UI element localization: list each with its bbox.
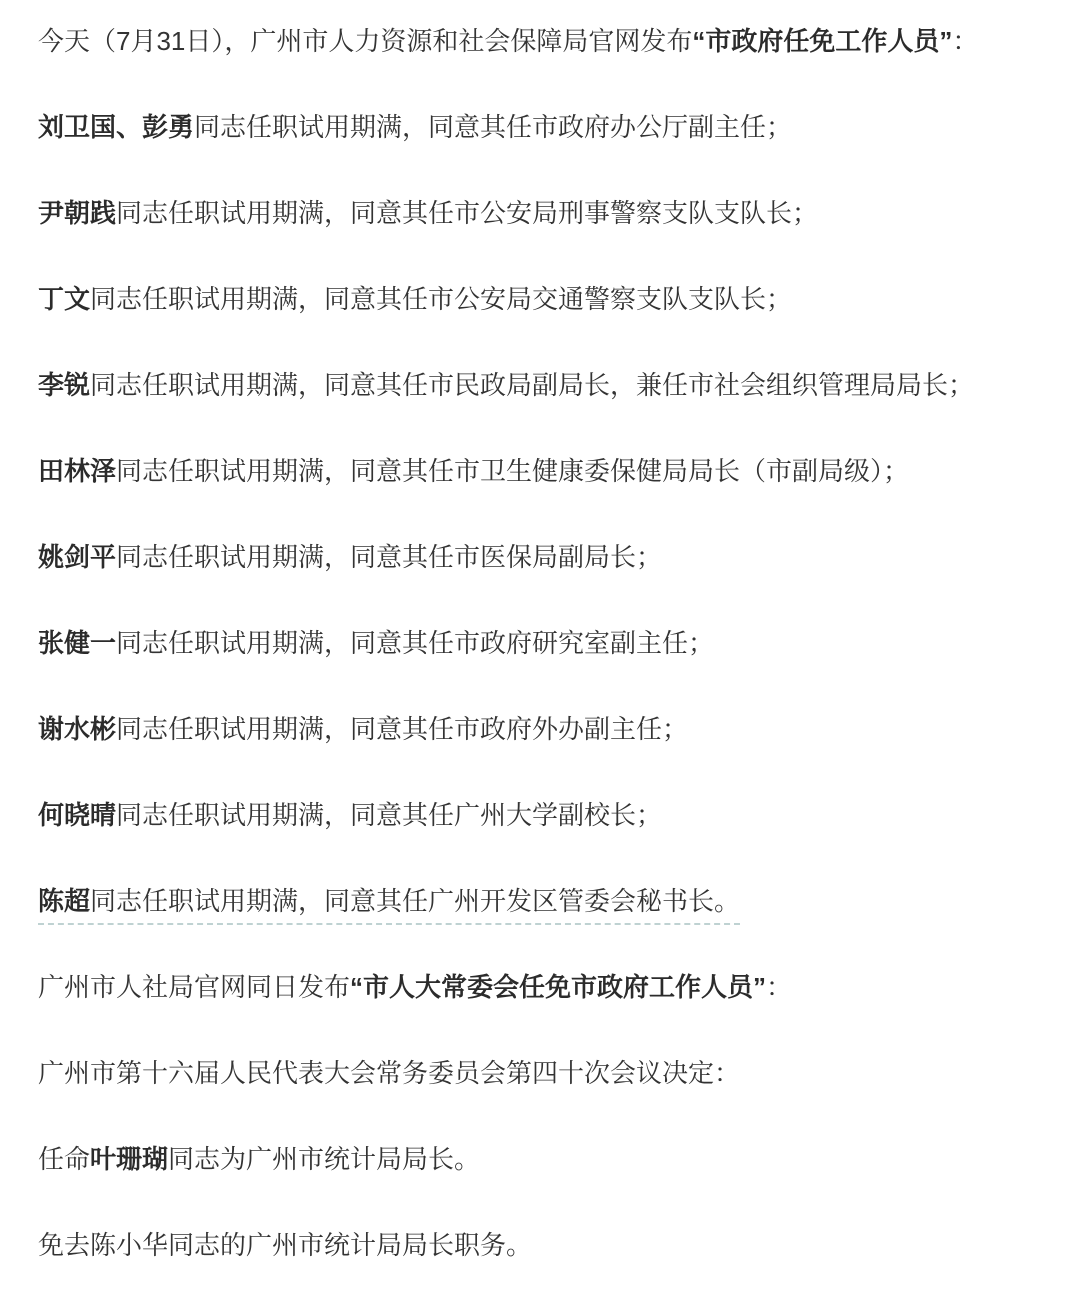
paragraph-text: 免去陈小华同志的广州市统计局局长职务。: [38, 1230, 533, 1260]
paragraph-text: 任命: [38, 1144, 91, 1174]
paragraph-text: ：: [952, 26, 979, 56]
decision-paragraph: [38, 1055, 1032, 1091]
paragraph-text: 同志任职试用期满，同意其任市政府外办副主任；: [116, 714, 689, 744]
person-name-bold: 姚剑平: [38, 542, 117, 572]
removal-paragraph: [38, 1227, 1032, 1263]
paragraph-text: ：: [766, 972, 793, 1002]
appointment-paragraph: [38, 539, 1032, 575]
appointment-paragraph: [38, 109, 1032, 145]
paragraph-text: 同志任职试用期满，同意其任市民政局副局长，兼任市社会组织管理局局长；: [90, 370, 975, 400]
person-name-bold: 叶珊瑚: [90, 1144, 169, 1174]
person-name-bold: 张健一: [38, 628, 117, 658]
person-name-bold: 李锐: [38, 370, 91, 400]
paragraph-text: 今天（7月31日），广州市人力资源和社会保障局官网发布: [38, 26, 693, 56]
second-announcement-paragraph: [38, 969, 1032, 1005]
appointment-paragraph: [38, 281, 1032, 317]
person-name-bold: 谢水彬: [38, 714, 117, 744]
person-name-bold: 何晓晴: [38, 800, 117, 830]
dashed-underlined-text: [38, 886, 740, 925]
appointment-paragraph-underlined: [38, 883, 1032, 919]
paragraph-text: 同志任职试用期满，同意其任市卫生健康委保健局局长（市副局级）；: [116, 456, 910, 486]
appointment-paragraph: [38, 367, 1032, 403]
person-name-bold: 田林泽: [38, 456, 117, 486]
paragraph-text: 同志任职试用期满，同意其任广州开发区管委会秘书长。: [90, 886, 741, 916]
paragraph-text: 同志任职试用期满，同意其任市医保局副局长；: [116, 542, 663, 572]
paragraph-text: 同志任职试用期满，同意其任市政府研究室副主任；: [116, 628, 715, 658]
intro-paragraph: [38, 23, 1032, 59]
person-name-bold: 丁文: [38, 284, 91, 314]
paragraph-text: 同志任职试用期满，同意其任广州大学副校长；: [116, 800, 663, 830]
appointment-paragraph: [38, 711, 1032, 747]
appointment-paragraph: [38, 797, 1032, 833]
appointment-paragraph: [38, 453, 1032, 489]
paragraph-text: 广州市人社局官网同日发布: [38, 972, 351, 1002]
person-name-bold: 尹朝践: [38, 198, 117, 228]
paragraph-text: 同志为广州市统计局局长。: [168, 1144, 481, 1174]
paragraph-text: 广州市第十六届人民代表大会常务委员会第四十次会议决定：: [38, 1058, 741, 1088]
appointment-paragraph: [38, 195, 1032, 231]
paragraph-text: 同志任职试用期满，同意其任市公安局刑事警察支队支队长；: [116, 198, 819, 228]
paragraph-text: 同志任职试用期满，同意其任市政府办公厅副主任；: [194, 112, 793, 142]
announcement-title-bold: “市政府任免工作人员”: [692, 26, 953, 56]
person-name-bold: 陈超: [38, 886, 91, 916]
person-name-bold: 刘卫国、彭勇: [38, 112, 195, 142]
announcement-title-bold: “市人大常委会任免市政府工作人员”: [350, 972, 767, 1002]
appointment-paragraph: [38, 625, 1032, 661]
appointment-paragraph: [38, 1141, 1032, 1177]
paragraph-text: 同志任职试用期满，同意其任市公安局交通警察支队支队长；: [90, 284, 793, 314]
